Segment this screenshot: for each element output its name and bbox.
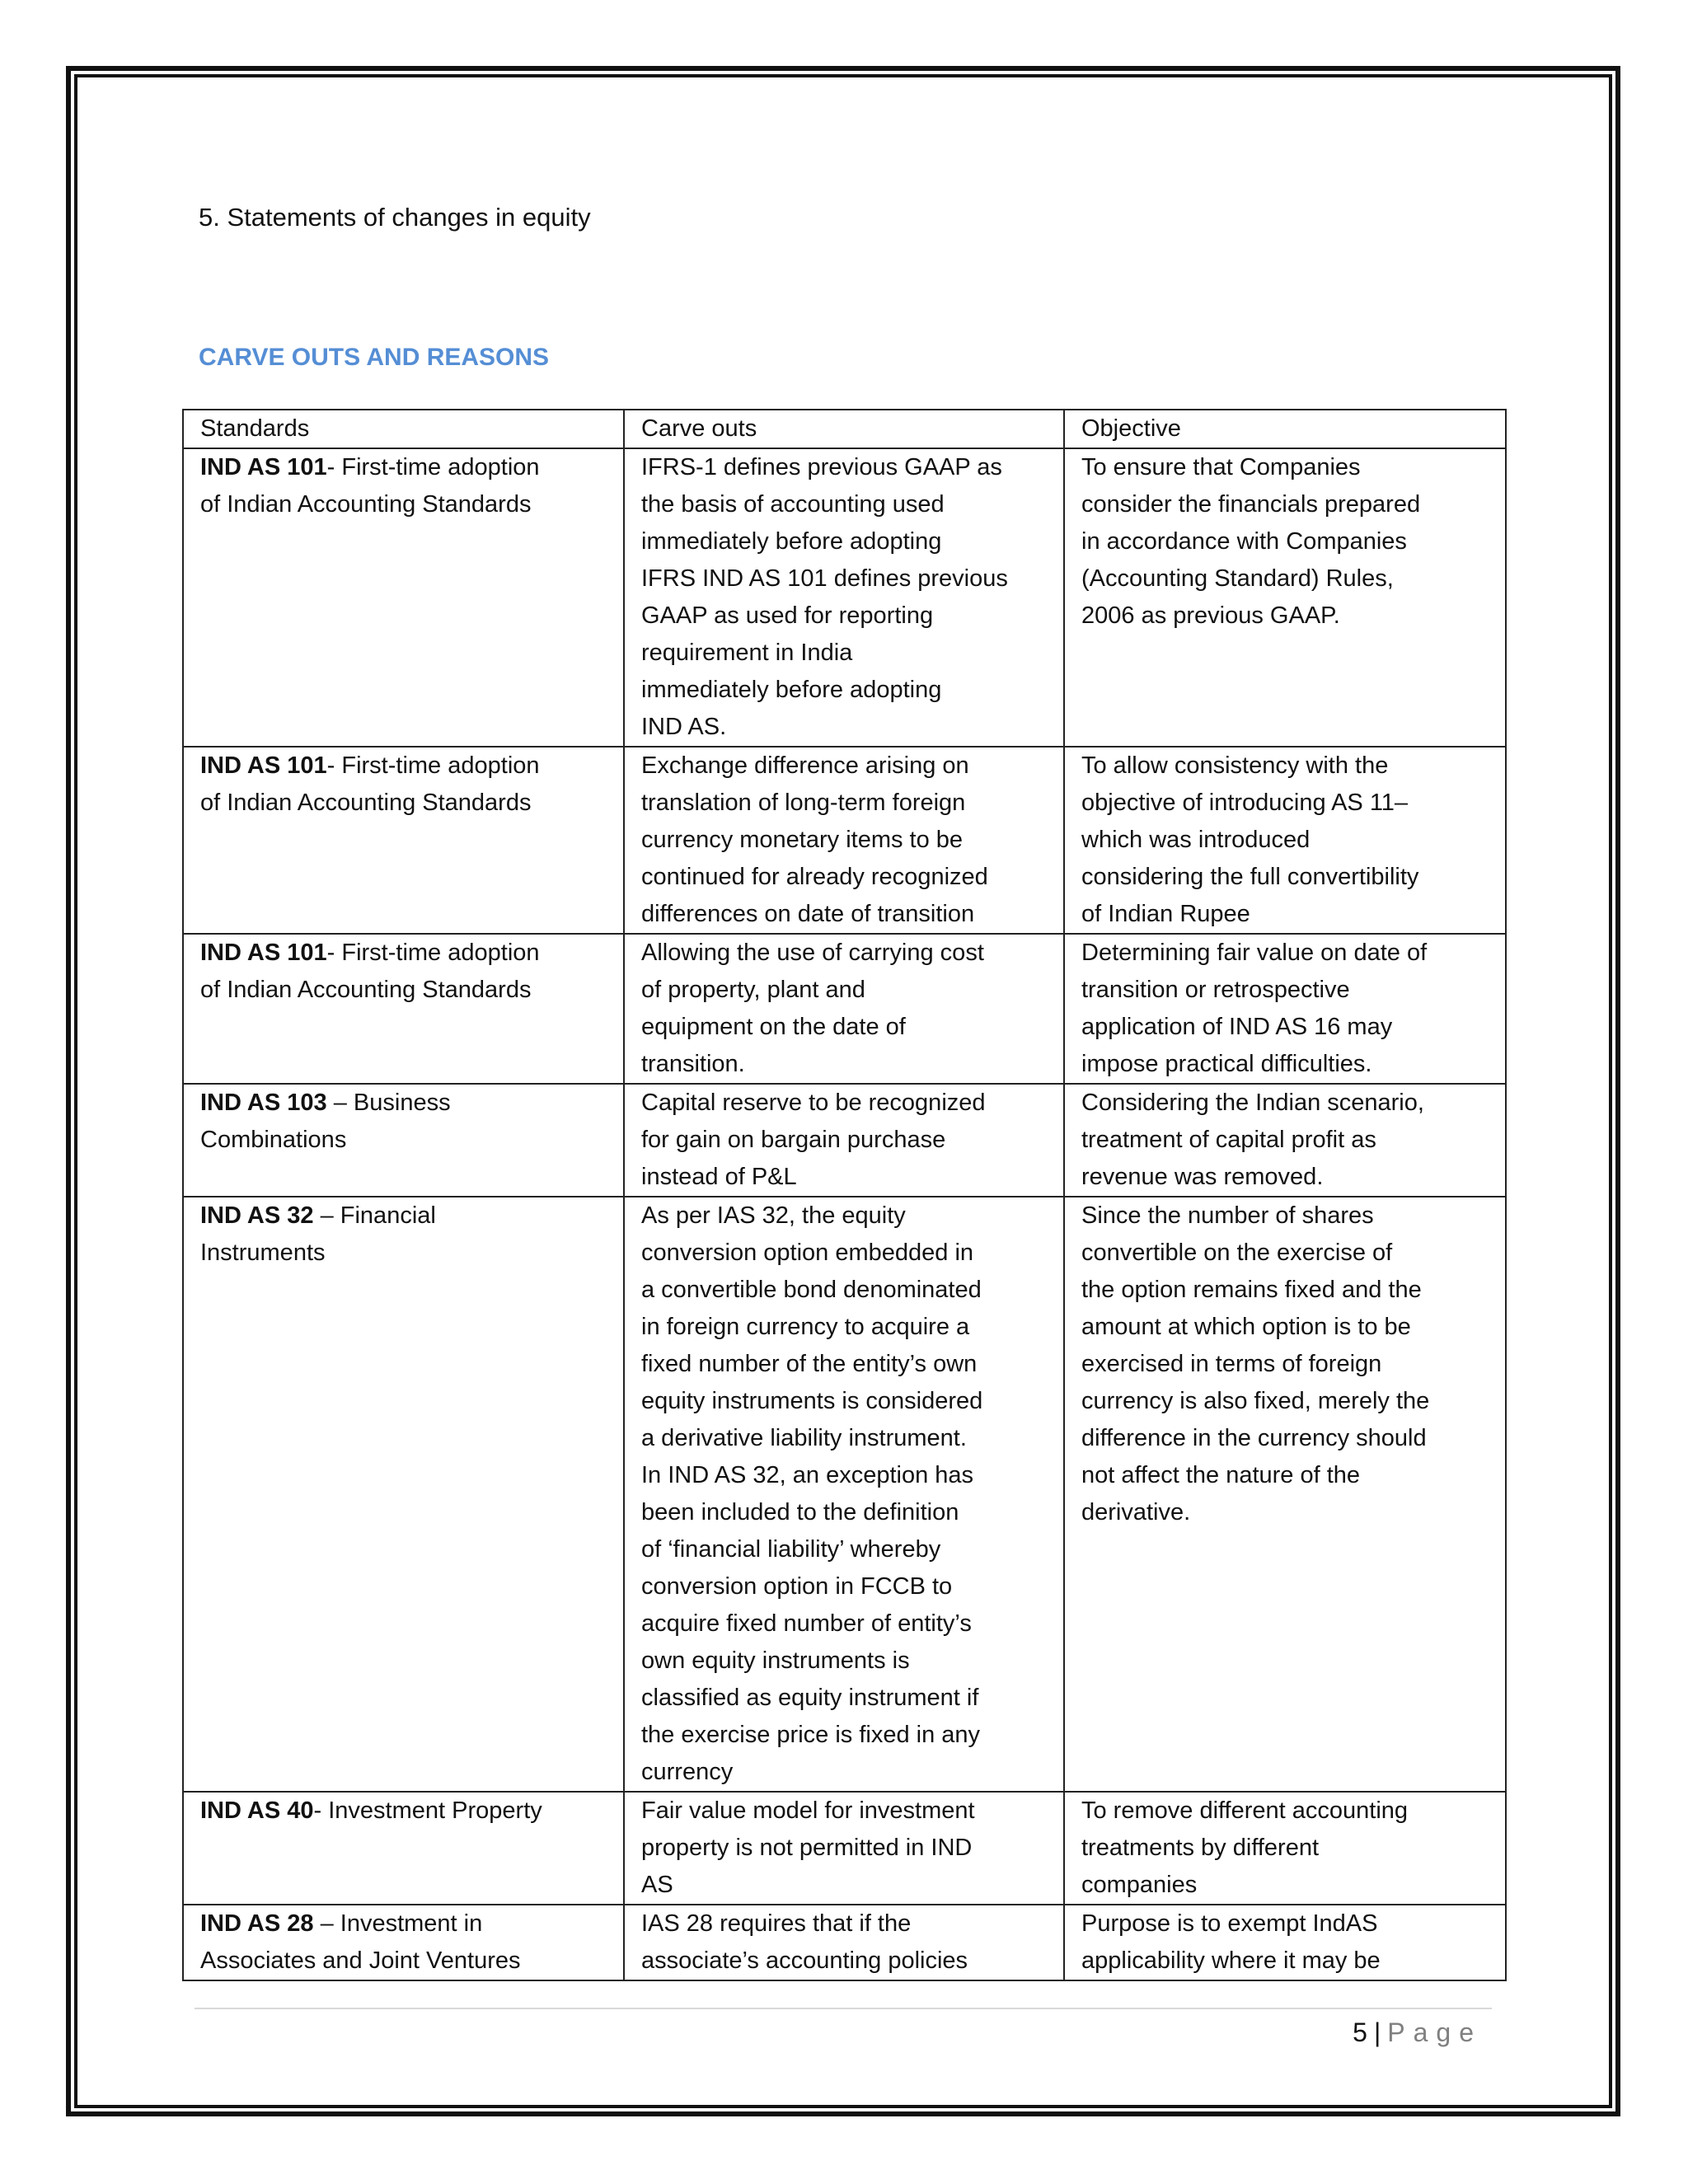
table-row xyxy=(183,934,1506,1084)
cell-line: revenue was removed. xyxy=(1081,1164,1324,1190)
cell-line: AS xyxy=(641,1872,673,1898)
cell-line: treatments by different xyxy=(1081,1835,1320,1861)
cell-line: (Accounting Standard) Rules, xyxy=(1081,565,1394,592)
cell-line: of Indian Rupee xyxy=(1081,901,1250,927)
standard-title: - First-time adoption xyxy=(326,454,540,480)
standard-line xyxy=(200,935,615,972)
cell-line: of ‘financial liability’ whereby xyxy=(641,1536,941,1563)
header-standards: Standards xyxy=(183,410,624,448)
standard-title: of Indian Accounting Standards xyxy=(200,977,532,1003)
footer-divider xyxy=(195,2008,1492,2009)
cell-line: associate’s accounting policies xyxy=(641,1947,968,1974)
cell-line: currency xyxy=(641,1759,734,1785)
standard-line xyxy=(200,486,615,523)
standard-title: Associates and Joint Ventures xyxy=(200,1947,521,1974)
cell-line: transition or retrospective xyxy=(1081,977,1350,1003)
standard-code: IND AS 101 xyxy=(200,752,327,779)
cell-line: a convertible bond denominated xyxy=(641,1277,982,1303)
cell-standard xyxy=(183,747,624,934)
cell-line: convertible on the exercise of xyxy=(1081,1240,1393,1266)
cell-line: considering the full convertibility xyxy=(1081,864,1419,890)
table-row xyxy=(183,1197,1506,1792)
cell-carve-out xyxy=(624,1197,1064,1792)
cell-line: not affect the nature of the xyxy=(1081,1462,1361,1488)
cell-line: Exchange difference arising on xyxy=(641,752,969,779)
cell-line: IFRS IND AS 101 defines previous xyxy=(641,565,1008,592)
standard-line xyxy=(200,1905,615,1943)
cell-line: fixed number of the entity’s own xyxy=(641,1351,978,1377)
cell-line: treatment of capital profit as xyxy=(1081,1127,1376,1153)
list-item-heading: 5. Statements of changes in equity xyxy=(199,203,591,232)
cell-line: IND AS. xyxy=(641,714,727,740)
cell-line: continued for already recognized xyxy=(641,864,988,890)
cell-carve-out xyxy=(624,1084,1064,1197)
table-row xyxy=(183,1792,1506,1905)
cell-carve-out xyxy=(624,747,1064,934)
cell-line: amount at which option is to be xyxy=(1081,1314,1411,1340)
cell-objective xyxy=(1064,1197,1506,1792)
cell-carve-out xyxy=(624,934,1064,1084)
page-footer xyxy=(1353,2014,1482,2050)
table-header-row xyxy=(183,410,1506,448)
cell-carve-out xyxy=(624,1792,1064,1905)
section-title: CARVE OUTS AND REASONS xyxy=(199,344,550,371)
standard-line xyxy=(200,1943,615,1980)
cell-line: of property, plant and xyxy=(641,977,865,1003)
table-row xyxy=(183,1905,1506,1980)
cell-line: currency is also fixed, merely the xyxy=(1081,1388,1430,1414)
cell-line: exercised in terms of foreign xyxy=(1081,1351,1382,1377)
cell-line: IAS 28 requires that if the xyxy=(641,1910,912,1937)
standard-line xyxy=(200,449,615,486)
standard-title: of Indian Accounting Standards xyxy=(200,790,532,816)
cell-line: impose practical difficulties. xyxy=(1081,1051,1372,1077)
standard-code: IND AS 101 xyxy=(200,940,327,966)
cell-line: Determining fair value on date of xyxy=(1081,940,1428,966)
cell-line: Since the number of shares xyxy=(1081,1202,1374,1229)
cell-objective xyxy=(1064,1084,1506,1197)
standard-line xyxy=(200,1122,615,1159)
cell-objective xyxy=(1064,448,1506,747)
cell-line: the basis of accounting used xyxy=(641,491,945,518)
cell-line: objective of introducing AS 11– xyxy=(1081,790,1409,816)
cell-line: Capital reserve to be recognized xyxy=(641,1090,986,1116)
cell-line: To allow consistency with the xyxy=(1081,752,1389,779)
standard-title: - Investment Property xyxy=(313,1797,542,1824)
cell-line: Allowing the use of carrying cost xyxy=(641,940,984,966)
cell-standard xyxy=(183,1197,624,1792)
cell-line: To remove different accounting xyxy=(1081,1797,1409,1824)
cell-line: derivative. xyxy=(1081,1499,1191,1526)
standard-code: IND AS 40 xyxy=(200,1797,314,1824)
standard-title: – Financial xyxy=(313,1202,436,1229)
cell-line: To ensure that Companies xyxy=(1081,454,1361,480)
cell-line: which was introduced xyxy=(1081,827,1311,853)
cell-line: requirement in India xyxy=(641,640,853,666)
cell-line: the option remains fixed and the xyxy=(1081,1277,1422,1303)
cell-standard xyxy=(183,1792,624,1905)
cell-line: companies xyxy=(1081,1872,1198,1898)
cell-carve-out xyxy=(624,448,1064,747)
standard-line xyxy=(200,972,615,1009)
cell-line: translation of long-term foreign xyxy=(641,790,966,816)
cell-line: instead of P&L xyxy=(641,1164,797,1190)
cell-objective xyxy=(1064,747,1506,934)
cell-line: IFRS-1 defines previous GAAP as xyxy=(641,454,1002,480)
cell-line: applicability where it may be xyxy=(1081,1947,1381,1974)
cell-line: Purpose is to exempt IndAS xyxy=(1081,1910,1378,1937)
cell-line: GAAP as used for reporting xyxy=(641,602,934,629)
standard-line xyxy=(200,1197,615,1235)
cell-standard xyxy=(183,1905,624,1980)
table-row xyxy=(183,448,1506,747)
standard-line xyxy=(200,1235,615,1272)
standard-title: - First-time adoption xyxy=(326,752,540,779)
cell-objective xyxy=(1064,1905,1506,1980)
standard-line xyxy=(200,785,615,822)
standard-line xyxy=(200,1793,615,1830)
cell-line: the exercise price is fixed in any xyxy=(641,1722,981,1748)
cell-line: equipment on the date of xyxy=(641,1014,906,1040)
standard-line xyxy=(200,748,615,785)
cell-line: difference in the currency should xyxy=(1081,1425,1427,1451)
cell-line: differences on date of transition xyxy=(641,901,975,927)
carve-outs-table xyxy=(182,409,1507,1981)
header-carve-outs: Carve outs xyxy=(624,410,1064,448)
page-label: Page xyxy=(1387,2018,1482,2047)
cell-line: In IND AS 32, an exception has xyxy=(641,1462,974,1488)
header-objective: Objective xyxy=(1064,410,1506,448)
cell-carve-out xyxy=(624,1905,1064,1980)
cell-line: application of IND AS 16 may xyxy=(1081,1014,1393,1040)
standard-title: – Investment in xyxy=(313,1910,483,1937)
cell-line: been included to the definition xyxy=(641,1499,959,1526)
cell-line: property is not permitted in IND xyxy=(641,1835,973,1861)
cell-line: acquire fixed number of entity’s xyxy=(641,1610,972,1637)
cell-line: own equity instruments is xyxy=(641,1647,910,1674)
standard-title: - First-time adoption xyxy=(326,940,540,966)
standard-code: IND AS 32 xyxy=(200,1202,314,1229)
standard-title: – Business xyxy=(326,1090,451,1116)
cell-line: in accordance with Companies xyxy=(1081,528,1407,555)
cell-line: a derivative liability instrument. xyxy=(641,1425,967,1451)
cell-line: for gain on bargain purchase xyxy=(641,1127,946,1153)
standard-code: IND AS 28 xyxy=(200,1910,314,1937)
cell-line: immediately before adopting xyxy=(641,528,942,555)
table-row xyxy=(183,1084,1506,1197)
cell-line: currency monetary items to be xyxy=(641,827,964,853)
standard-code: IND AS 103 xyxy=(200,1090,327,1116)
footer-separator: | xyxy=(1373,2018,1381,2047)
cell-line: conversion option embedded in xyxy=(641,1240,974,1266)
table-row xyxy=(183,747,1506,934)
cell-line: classified as equity instrument if xyxy=(641,1685,979,1711)
cell-standard xyxy=(183,448,624,747)
cell-line: Considering the Indian scenario, xyxy=(1081,1090,1424,1116)
cell-line: Fair value model for investment xyxy=(641,1797,975,1824)
cell-line: As per IAS 32, the equity xyxy=(641,1202,906,1229)
cell-line: conversion option in FCCB to xyxy=(641,1573,953,1600)
page-number: 5 xyxy=(1353,2018,1367,2047)
cell-line: 2006 as previous GAAP. xyxy=(1081,602,1340,629)
standard-code: IND AS 101 xyxy=(200,454,327,480)
standard-title: of Indian Accounting Standards xyxy=(200,491,532,518)
standard-title: Instruments xyxy=(200,1240,326,1266)
cell-line: transition. xyxy=(641,1051,745,1077)
cell-standard xyxy=(183,934,624,1084)
standard-line xyxy=(200,1085,615,1122)
cell-standard xyxy=(183,1084,624,1197)
cell-line: immediately before adopting xyxy=(641,677,942,703)
cell-line: in foreign currency to acquire a xyxy=(641,1314,970,1340)
cell-objective xyxy=(1064,1792,1506,1905)
cell-line: consider the financials prepared xyxy=(1081,491,1421,518)
cell-objective xyxy=(1064,934,1506,1084)
cell-line: equity instruments is considered xyxy=(641,1388,983,1414)
standard-title: Combinations xyxy=(200,1127,347,1153)
